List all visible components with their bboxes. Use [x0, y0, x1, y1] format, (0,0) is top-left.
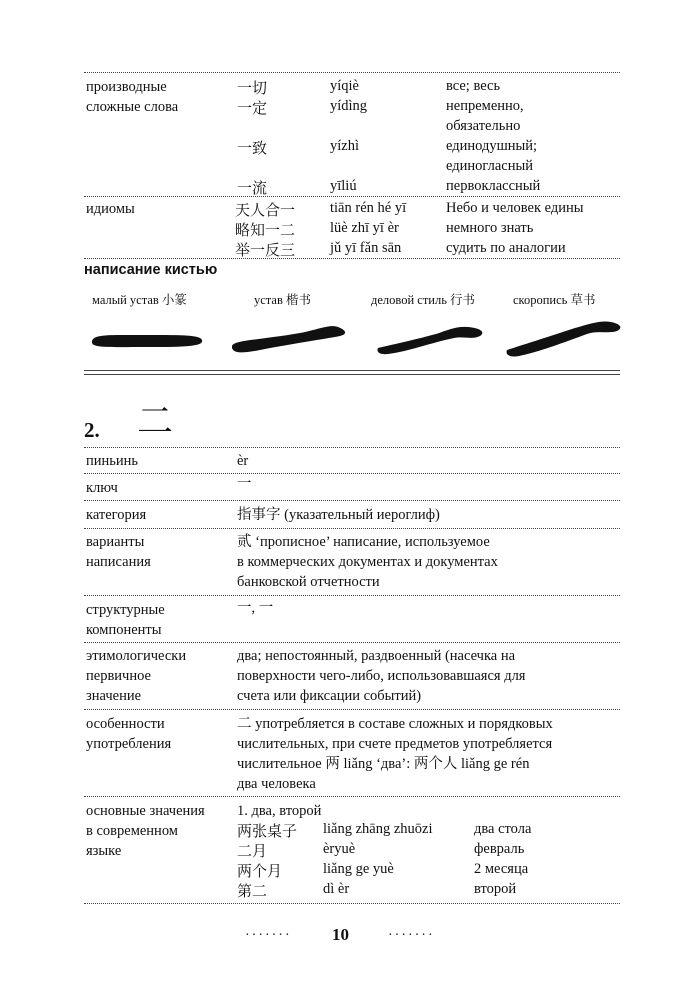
components-label: компоненты: [86, 622, 162, 638]
example-hanzi: 两张桌子: [237, 822, 298, 840]
pinyin-value: èr: [237, 453, 249, 469]
idiom-hanzi: 略知一二: [235, 221, 296, 239]
brush-style-label: устав 楷书: [254, 293, 311, 307]
usage-label: особенности: [86, 716, 165, 732]
section-character: 二: [137, 401, 174, 442]
brush-heading: написание кистью: [84, 262, 218, 278]
etymology-value: два; непостоянный, раздвоенный (насечка на: [237, 648, 516, 664]
example-pinyin: liǎng zhāng zhuōzi: [323, 821, 433, 837]
components-value: 一, 一: [237, 600, 274, 616]
example-hanzi: 第二: [237, 882, 268, 900]
variants-label: написания: [86, 554, 151, 570]
meaning-first: 1. два, второй: [237, 803, 322, 819]
running-script-stroke: [376, 318, 491, 358]
meanings-label: основные значения: [86, 803, 205, 819]
row-divider: [84, 72, 620, 73]
derived-hanzi: 一流: [237, 179, 268, 197]
row-divider: [84, 196, 620, 197]
variants-value: банковской отчетности: [237, 574, 380, 590]
category-value: 指事字 (указательный иероглиф): [237, 507, 440, 523]
derived-label-line1: производные: [86, 79, 167, 95]
derived-hanzi: 一定: [237, 99, 268, 117]
example-meaning: два стола: [474, 821, 532, 837]
section-separator: [84, 370, 620, 375]
derived-meaning: все; весь: [446, 78, 501, 94]
row-divider: [84, 258, 620, 259]
example-pinyin: liǎng ge yuè: [323, 861, 394, 877]
category-label: категория: [86, 507, 147, 523]
variants-label: варианты: [86, 534, 145, 550]
radical-label: ключ: [86, 480, 118, 496]
idiom-meaning: Небо и человек едины: [446, 200, 584, 216]
usage-value: два человека: [237, 776, 316, 792]
row-divider: [84, 642, 620, 643]
footer-dots-right: ·······: [388, 928, 435, 943]
regular-script-stroke: [230, 318, 350, 358]
usage-value: числительное 两 liǎng ‘два’: 两个人 liǎng ge rén: [237, 756, 530, 772]
row-divider: [84, 500, 620, 501]
row-divider: [84, 447, 620, 448]
derived-hanzi: 一致: [237, 139, 268, 157]
example-meaning: второй: [474, 881, 517, 897]
usage-label: употребления: [86, 736, 172, 752]
page-number: 10: [332, 925, 349, 944]
brush-style-label: скоропись 草书: [513, 293, 596, 307]
example-meaning: 2 месяца: [474, 861, 529, 877]
row-divider: [84, 903, 620, 904]
radical-value: 一: [237, 476, 252, 492]
derived-pinyin: yízhì: [330, 138, 359, 154]
meanings-label: в современном: [86, 823, 178, 839]
row-divider: [84, 528, 620, 529]
example-hanzi: 两个月: [237, 862, 283, 880]
usage-value: числительных, при счете предметов употребляется: [237, 736, 553, 752]
example-hanzi: 二月: [237, 842, 268, 860]
row-divider: [84, 796, 620, 797]
derived-hanzi: 一切: [237, 79, 268, 97]
brush-style-label: деловой стиль 行书: [371, 293, 476, 307]
variants-value: 贰 ‘прописное’ написание, используемое: [237, 534, 490, 550]
derived-pinyin: yíqiè: [330, 78, 359, 94]
derived-meaning: единогласный: [446, 158, 533, 174]
idiom-meaning: немного знать: [446, 220, 534, 236]
example-meaning: февраль: [474, 841, 525, 857]
derived-pinyin: yīliú: [330, 178, 357, 194]
etymology-value: поверхности чего-либо, использовавшаяся для: [237, 668, 526, 684]
idiom-pinyin: jǔ yī fǎn sān: [330, 240, 402, 256]
etymology-label: значение: [86, 688, 142, 704]
variants-value: в коммерческих документах и документах: [237, 554, 498, 570]
derived-meaning: обязательно: [446, 118, 521, 134]
derived-meaning: непременно,: [446, 98, 524, 114]
derived-meaning: единодушный;: [446, 138, 538, 154]
derived-pinyin: yídìng: [330, 98, 368, 114]
components-label: структурные: [86, 602, 165, 618]
idiom-meaning: судить по аналогии: [446, 240, 566, 256]
etymology-value: счета или фиксации событий): [237, 688, 422, 704]
footer-dots-left: ·······: [245, 928, 292, 943]
idiom-hanzi: 天人合一: [235, 201, 296, 219]
idiom-hanzi: 举一反三: [235, 241, 296, 259]
idiom-pinyin: lüè zhī yī èr: [330, 220, 399, 236]
pinyin-label: пиньинь: [86, 453, 139, 469]
row-divider: [84, 473, 620, 474]
seal-script-stroke: [88, 326, 208, 356]
row-divider: [84, 595, 620, 596]
row-divider: [84, 709, 620, 710]
example-pinyin: èryuè: [323, 841, 356, 857]
meanings-label: языке: [86, 843, 122, 859]
usage-value: 二 употребляется в составе сложных и порядковых: [237, 716, 553, 732]
idiom-pinyin: tiān rén hé yī: [330, 200, 407, 216]
idioms-label: идиомы: [86, 201, 135, 217]
section-number: 2.: [84, 418, 100, 442]
etymology-label: первичное: [86, 668, 151, 684]
cursive-script-stroke: [505, 316, 625, 360]
example-pinyin: dì èr: [323, 881, 350, 897]
brush-style-label: малый устав 小篆: [92, 293, 187, 307]
etymology-label: этимологически: [86, 648, 187, 664]
derived-meaning: первоклассный: [446, 178, 541, 194]
derived-label-line2: сложные слова: [86, 99, 179, 115]
